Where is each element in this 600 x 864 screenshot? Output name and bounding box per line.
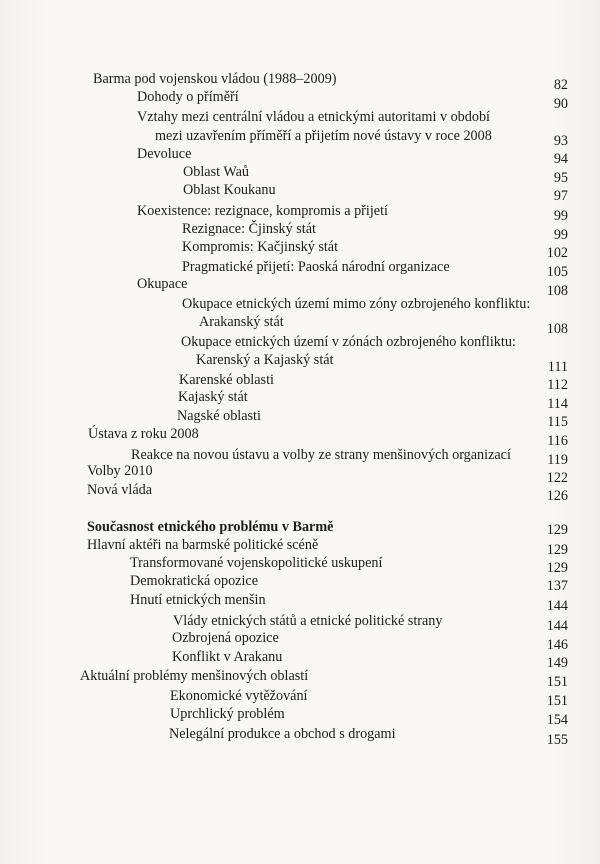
- toc-entry-page: 108: [546, 283, 568, 299]
- toc-entry-title: Aktuální problémy menšinových oblastí: [80, 668, 309, 684]
- toc-entry-page: 119: [547, 452, 568, 468]
- toc-entry-page: 155: [546, 732, 568, 748]
- toc-entry: [0, 202, 600, 222]
- toc-entry-title: Okupace: [137, 276, 188, 292]
- toc-entry-title: Nová vláda: [87, 482, 153, 498]
- toc-entry: [0, 220, 600, 243]
- toc-entry-page: 122: [546, 470, 568, 486]
- toc-section-heading: [0, 518, 600, 538]
- toc-entry-title: Oblast Waů: [183, 164, 249, 180]
- toc-entry: [0, 481, 600, 504]
- toc-entry-page: 95: [553, 170, 568, 186]
- toc-entry-title: Uprchlický problém: [170, 706, 285, 722]
- toc-entry: [0, 388, 600, 412]
- toc-entry-title: Ozbrojená opozice: [172, 630, 279, 646]
- toc-entry-title: Karenské oblasti: [179, 372, 274, 388]
- toc-entry-title: Vztahy mezi centrální vládou a etnickými autoritami v období: [137, 109, 491, 125]
- toc-entry-title: Koexistence: rezignace, kompromis a přijetí: [137, 203, 388, 219]
- toc-entry-title: Ústava z roku 2008: [88, 426, 199, 442]
- toc-entry: [0, 313, 600, 337]
- toc-entry-page: 93: [553, 133, 568, 149]
- toc-entry-title: Ekonomické vytěžování: [170, 688, 308, 704]
- toc-entry: [0, 70, 600, 93]
- toc-entry-page: 94: [553, 151, 568, 167]
- toc-entry: [0, 275, 600, 299]
- toc-entry-title: Nelegální produkce a obchod s drogami: [169, 726, 396, 742]
- toc-entry: [0, 181, 600, 204]
- toc-entry-title: Nagské oblasti: [177, 408, 261, 424]
- toc-entry: [0, 127, 600, 147]
- toc-entry-page: 151: [546, 693, 568, 709]
- toc-entry: [0, 667, 600, 690]
- toc-entry-page: 116: [547, 433, 568, 449]
- toc-entry-page: 112: [547, 377, 568, 393]
- toc-entry-page: 144: [546, 618, 568, 634]
- toc-entry-page: 129: [546, 522, 568, 538]
- toc-entry-title: Reakce na novou ústavu a volby ze strany menšinových organizací: [131, 447, 511, 463]
- toc-entry-title: Volby 2010: [87, 463, 153, 479]
- toc-entry: [0, 238, 600, 261]
- toc-entry-title: Pragmatické přijetí: Paoská národní organizace: [182, 259, 450, 275]
- toc-entry-title: Konflikt v Arakanu: [172, 649, 283, 665]
- toc-entry-title: Kajaský stát: [178, 389, 248, 405]
- toc-entry-title: mezi uzavřením příměří a přijetím nové ústavy v roce 2008: [155, 128, 492, 144]
- toc-entry-page: 149: [546, 655, 568, 671]
- toc-entry: [0, 145, 600, 165]
- toc-entry-title: Hnutí etnických menšin: [130, 592, 266, 608]
- toc-entry: [0, 425, 600, 449]
- toc-entry: [0, 648, 600, 671]
- toc-entry-title: Karenský a Kajaský stát: [196, 352, 334, 368]
- toc-section-title: Současnost etnického problému v Barmě: [87, 519, 334, 535]
- toc-entry-title: Okupace etnických území mimo zóny ozbrojeného konfliktu:: [182, 296, 531, 312]
- toc-entry-page: 137: [546, 578, 568, 594]
- toc-entry-title: Kompromis: Kačjinský stát: [182, 239, 339, 255]
- toc-entry-title: Dohody o příměří: [137, 89, 239, 105]
- toc-entry: [0, 629, 600, 653]
- toc-entry: [0, 462, 600, 486]
- toc-entry-page: 82: [553, 77, 568, 93]
- toc-entry-page: 99: [553, 227, 568, 243]
- toc-entry-page: 97: [553, 188, 568, 204]
- toc-entry-title: Barma pod vojenskou vládou (1988–2009): [93, 71, 337, 87]
- toc-entry-page: 144: [546, 598, 568, 614]
- toc-entry-title: Rezignace: Čjinský stát: [182, 221, 316, 237]
- toc-entry-title: Oblast Koukanu: [183, 182, 276, 198]
- toc-entry-title: Vlády etnických států a etnické politické strany: [173, 613, 443, 629]
- toc-entry-page: 129: [546, 560, 568, 576]
- toc-entry: [0, 333, 600, 353]
- toc-entry-page: 99: [553, 208, 568, 224]
- toc-entry-page: 154: [546, 712, 568, 728]
- toc-entry-page: 111: [547, 359, 568, 375]
- toc-entry: [0, 88, 600, 112]
- toc-entry: [0, 351, 600, 375]
- toc-entry: [0, 407, 600, 430]
- toc-entry-page: 114: [547, 396, 568, 412]
- toc-entry-title: Devoluce: [137, 146, 192, 162]
- toc-entry: [0, 295, 600, 315]
- toc-entry: [0, 554, 600, 574]
- toc-entry: [0, 687, 600, 707]
- toc-entry-title: Demokratická opozice: [130, 573, 259, 589]
- toc-entry: [0, 572, 600, 592]
- toc-entry: [0, 725, 600, 748]
- toc-entry-page: 105: [546, 264, 568, 280]
- toc-entry-page: 90: [553, 96, 568, 112]
- toc-entry-page: 151: [546, 674, 568, 690]
- toc-entry-title: Arakanský stát: [199, 314, 284, 330]
- toc-entry-page: 108: [546, 321, 568, 337]
- toc-entry-title: Hlavní aktéři na barmské politické scéně: [87, 537, 319, 553]
- toc-entry-title: Okupace etnických území v zónách ozbrojeného konfliktu:: [181, 334, 516, 350]
- toc-entry-page: 115: [547, 414, 568, 430]
- toc-entry-page: 146: [546, 637, 568, 653]
- toc-entry: [0, 536, 600, 556]
- toc-entry: [0, 705, 600, 728]
- toc-entry-page: 126: [546, 488, 568, 504]
- toc-entry: [0, 108, 600, 128]
- toc-entry: [0, 163, 600, 186]
- toc-entry: [0, 591, 600, 614]
- toc-entry-page: 102: [546, 245, 568, 261]
- toc-entry-page: 129: [546, 542, 568, 558]
- toc-entry-title: Transformované vojenskopolitické uskupení: [130, 555, 383, 571]
